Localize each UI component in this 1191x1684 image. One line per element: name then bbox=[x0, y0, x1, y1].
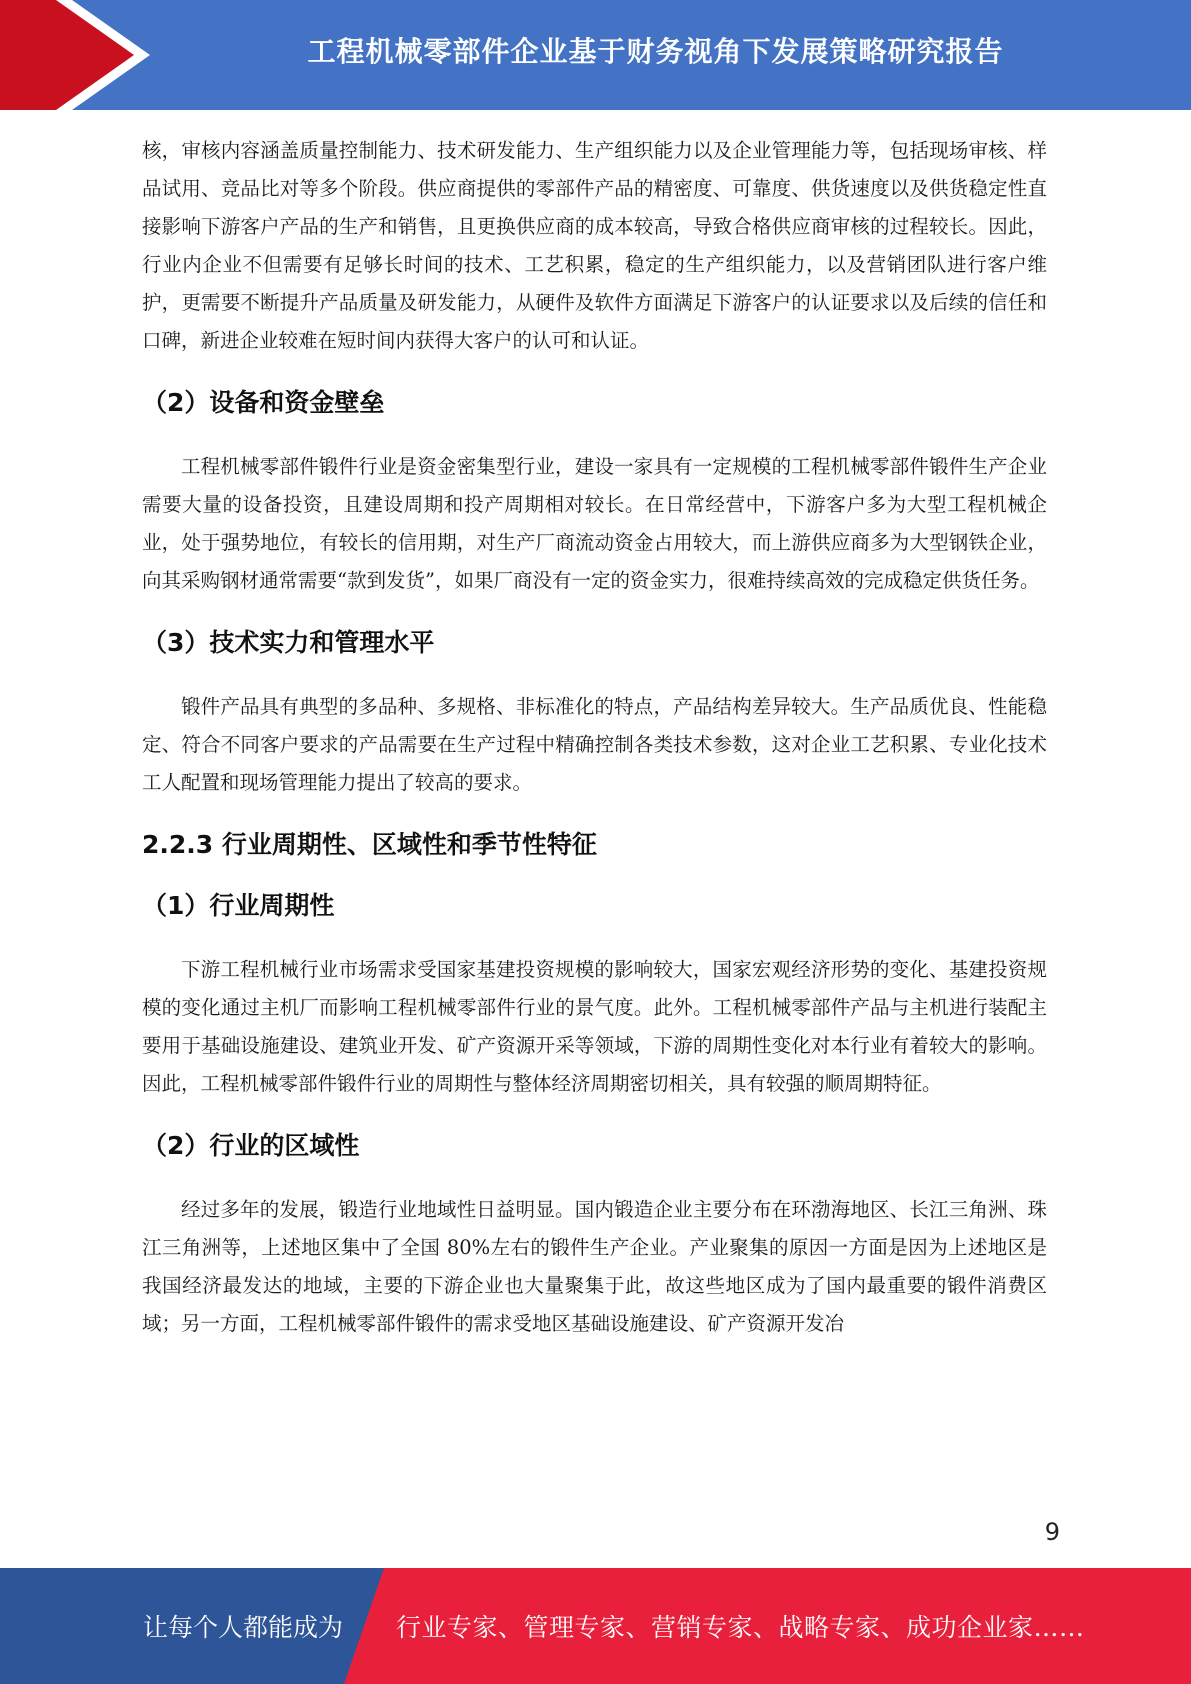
footer-slogan-right: 行业专家、管理专家、营销专家、战略专家、成功企业家…… bbox=[396, 1613, 1085, 1642]
section-heading-2-2-3: 2.2.3 行业周期性、区域性和季节性特征 bbox=[142, 830, 597, 859]
report-title: 工程机械零部件企业基于财务视角下发展策略研究报告 bbox=[307, 35, 1004, 68]
paragraph-industry-cyclicality: 下游工程机械行业市场需求受国家基建投资规模的影响较大，国家宏观经济形势的变化、基建投资规模的变化通过主机厂而影响工程机械零部件行业的景气度。此外。工程机械零部件产品与主机进行装配主要用于基础设施建设、建筑业开发、矿产资源开采等领域，下游的周期性变化对本行业有着较大的影响。因此，工程机械零部件锻件行业的周期性与整体经济周期密切相关，具有较强的顺周期特征。 bbox=[142, 958, 1047, 1095]
heading-industry-cyclicality: （1）行业周期性 bbox=[142, 891, 335, 920]
heading-industry-regionality: （2）行业的区域性 bbox=[142, 1131, 360, 1160]
heading-equipment-capital-barrier: （2）设备和资金壁垒 bbox=[142, 388, 385, 417]
paragraph-equipment-capital: 工程机械零部件锻件行业是资金密集型行业，建设一家具有一定规模的工程机械零部件锻件生产企业需要大量的设备投资，且建设周期和投产周期相对较长。在日常经营中，下游客户多为大型工程机械企业，处于强势地位，有较长的信用期，对生产厂商流动资金占用较大，而上游供应商多为大型钢铁企业，向其采购钢材通常需要“款到发货”，如果厂商没有一定的资金实力，很难持续高效的完成稳定供货任务。 bbox=[142, 455, 1047, 592]
footer-slogan-left: 让每个人都能成为 bbox=[143, 1613, 344, 1642]
page-number: 9 bbox=[1044, 1518, 1060, 1546]
page-content bbox=[142, 132, 1047, 1343]
heading-tech-management: （3）技术实力和管理水平 bbox=[142, 628, 435, 657]
paragraph-tech-management: 锻件产品具有典型的多品种、多规格、非标准化的特点，产品结构差异较大。生产品质优良、性能稳定、符合不同客户要求的产品需要在生产过程中精确控制各类技术参数，这对企业工艺积累、专业化技术工人配置和现场管理能力提出了较高的要求。 bbox=[142, 695, 1047, 794]
paragraph-supplier-review: 核，审核内容涵盖质量控制能力、技术研发能力、生产组织能力以及企业管理能力等，包括现场审核、样品试用、竞品比对等多个阶段。供应商提供的零部件产品的精密度、可靠度、供货速度以及供货稳定性直接影响下游客户产品的生产和销售，且更换供应商的成本较高，导致合格供应商审核的过程较长。因此，行业内企业不但需要有足够长时间的技术、工艺积累，稳定的生产组织能力，以及营销团队进行客户维护，更需要不断提升产品质量及研发能力，从硬件及软件方面满足下游客户的认证要求以及后续的信任和口碑，新进企业较难在短时间内获得大客户的认可和认证。 bbox=[142, 139, 1047, 352]
page-footer bbox=[0, 1568, 1191, 1684]
page-header bbox=[0, 0, 1191, 110]
paragraph-industry-regionality: 经过多年的发展，锻造行业地域性日益明显。国内锻造企业主要分布在环渤海地区、长江三角洲、珠江三角洲等，上述地区集中了全国 80%左右的锻件生产企业。产业聚集的原因一方面是因为上述地区是我国经济最发达的地域，主要的下游企业也大量聚集于此，故这些地区成为了国内最重要的锻件消费区域；另一方面，工程机械零部件锻件的需求受地区基础设施建设、矿产资源开发冶 bbox=[142, 1198, 1047, 1335]
